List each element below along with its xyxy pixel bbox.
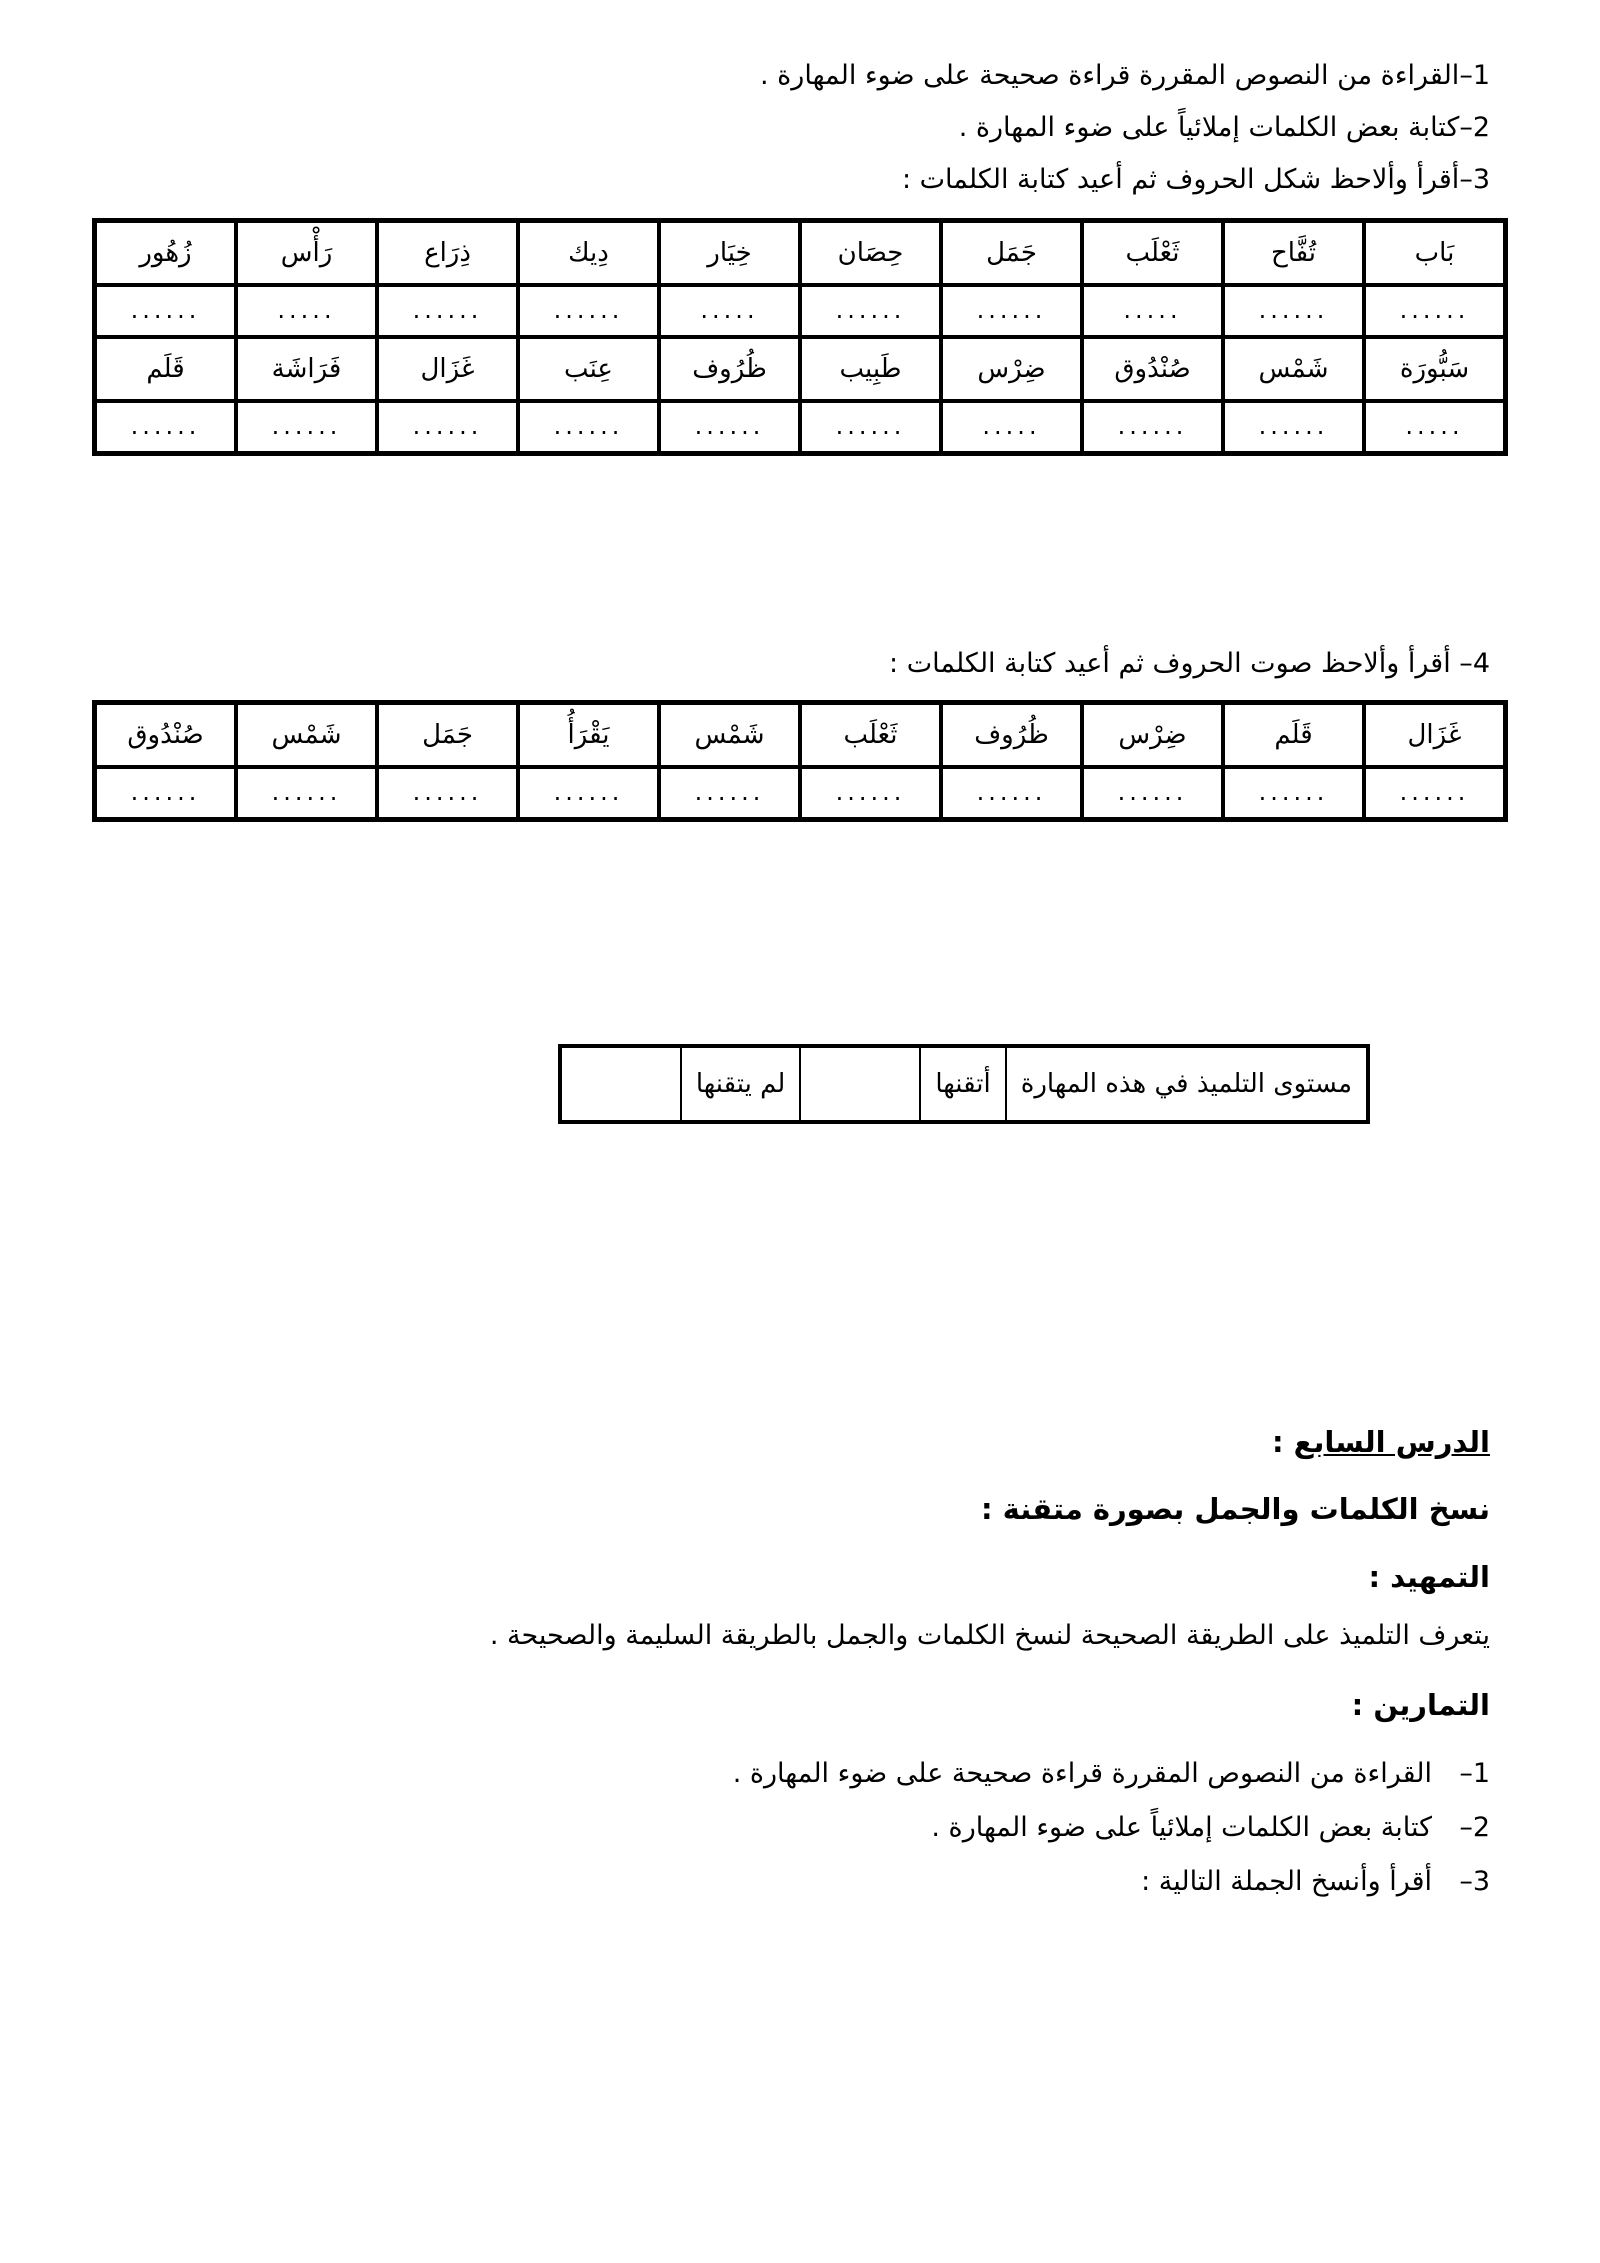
instruction-line-3 bbox=[110, 164, 1490, 195]
lesson-title-line bbox=[110, 1425, 1490, 1459]
intro-body: يتعرف التلميذ على الطريقة الصحيحة لنسخ الكلمات والجمل بالطريقة السليمة والصحيحة . bbox=[489, 1620, 1490, 1651]
lesson-exercise-2-number bbox=[1432, 1812, 1490, 1843]
word-cell: يَقْرَأُ bbox=[518, 703, 659, 767]
answer-cell[interactable] bbox=[1364, 401, 1505, 453]
answer-cell[interactable] bbox=[95, 285, 236, 337]
evaluation-table-wrap bbox=[558, 1044, 1370, 1124]
word-cell: صُنْدُوق bbox=[95, 703, 236, 767]
answer-cell[interactable] bbox=[1223, 767, 1364, 819]
answer-cell[interactable] bbox=[659, 767, 800, 819]
answer-cell[interactable] bbox=[1364, 767, 1505, 819]
word-cell: غَزَال bbox=[1364, 703, 1505, 767]
answer-dots: ...... bbox=[412, 412, 483, 440]
answer-dots: ...... bbox=[271, 778, 342, 806]
instruction-3-number: 3 bbox=[1472, 164, 1490, 195]
answer-dots: ...... bbox=[412, 296, 483, 324]
instruction-line-2 bbox=[110, 112, 1490, 143]
lesson-exercise-3-number bbox=[1432, 1866, 1490, 1897]
ex3-dash: – bbox=[1459, 1866, 1473, 1897]
word-cell: دِيك bbox=[518, 221, 659, 285]
word-cell: شَمْس bbox=[1223, 337, 1364, 401]
answer-cell[interactable] bbox=[377, 401, 518, 453]
answer-cell[interactable] bbox=[800, 285, 941, 337]
exercise-3-table bbox=[92, 218, 1508, 456]
word-cell: سَبُّورَة bbox=[1364, 337, 1505, 401]
answer-cell[interactable] bbox=[659, 285, 800, 337]
answer-cell[interactable] bbox=[1082, 285, 1223, 337]
answer-dots: ...... bbox=[976, 778, 1047, 806]
word-cell: بَاب bbox=[1364, 221, 1505, 285]
instruction-2-number: 2 bbox=[1472, 112, 1490, 143]
answer-dots: ...... bbox=[694, 778, 765, 806]
answer-dots: ...... bbox=[1399, 296, 1470, 324]
evaluation-option-not-mastered: لم يتقنها bbox=[681, 1046, 800, 1122]
answer-cell[interactable] bbox=[941, 285, 1082, 337]
word-cell: صُنْدُوق bbox=[1082, 337, 1223, 401]
answer-dots: ...... bbox=[1399, 778, 1470, 806]
word-cell: ظُرُوف bbox=[941, 703, 1082, 767]
word-cell: جَمَل bbox=[941, 221, 1082, 285]
ex3-num: 3 bbox=[1472, 1866, 1490, 1897]
answer-dots: ...... bbox=[1258, 778, 1329, 806]
word-cell: حِصَان bbox=[800, 221, 941, 285]
answer-dots: ...... bbox=[1117, 778, 1188, 806]
word-cell: غَزَال bbox=[377, 337, 518, 401]
exercise-4-table-wrap bbox=[92, 700, 1508, 822]
answer-dots: ..... bbox=[277, 296, 336, 324]
ex1-dash: – bbox=[1459, 1758, 1473, 1789]
word-cell: عِنَب bbox=[518, 337, 659, 401]
instruction-2-dash: – bbox=[1459, 112, 1473, 143]
word-cell: شَمْس bbox=[236, 703, 377, 767]
word-cell: تُفَّاح bbox=[1223, 221, 1364, 285]
table-row bbox=[95, 703, 1505, 767]
answer-cell[interactable] bbox=[377, 285, 518, 337]
word-cell: ضِرْس bbox=[1082, 703, 1223, 767]
exercises-heading: التمارين : bbox=[1351, 1688, 1490, 1722]
evaluation-table bbox=[558, 1044, 1370, 1124]
answer-dots: ...... bbox=[553, 778, 624, 806]
lesson-exercise-2-text: كتابة بعض الكلمات إملائياً على ضوء المهارة . bbox=[931, 1812, 1432, 1843]
answer-cell[interactable] bbox=[800, 401, 941, 453]
answer-dots: ..... bbox=[700, 296, 759, 324]
word-cell: قَلَم bbox=[1223, 703, 1364, 767]
answer-dots: ...... bbox=[553, 412, 624, 440]
answer-dots: ...... bbox=[1258, 296, 1329, 324]
answer-dots: ...... bbox=[835, 296, 906, 324]
lesson-title: الدرس السابع bbox=[1293, 1425, 1490, 1459]
word-cell: طَبِيب bbox=[800, 337, 941, 401]
answer-cell[interactable] bbox=[377, 767, 518, 819]
lesson-exercise-1 bbox=[110, 1758, 1490, 1789]
word-cell: ذِرَاع bbox=[377, 221, 518, 285]
exercise-4-table bbox=[92, 700, 1508, 822]
answer-cell[interactable] bbox=[1082, 767, 1223, 819]
answer-dots: ...... bbox=[1258, 412, 1329, 440]
answer-cell[interactable] bbox=[659, 401, 800, 453]
word-cell: قَلَم bbox=[95, 337, 236, 401]
answer-cell[interactable] bbox=[236, 401, 377, 453]
answer-cell[interactable] bbox=[236, 285, 377, 337]
table-row bbox=[95, 285, 1505, 337]
intro-heading: التمهيد : bbox=[1368, 1560, 1490, 1594]
word-cell: جَمَل bbox=[377, 703, 518, 767]
answer-cell[interactable] bbox=[95, 767, 236, 819]
instruction-1-number: 1 bbox=[1472, 60, 1490, 91]
lesson-exercise-3-text: أقرأ وأنسخ الجملة التالية : bbox=[1141, 1866, 1432, 1897]
table-row bbox=[95, 767, 1505, 819]
instruction-4-text: أقرأ وألاحظ صوت الحروف ثم أعيد كتابة الكلمات : bbox=[889, 648, 1451, 679]
answer-cell[interactable] bbox=[518, 767, 659, 819]
instruction-4-dash: – bbox=[1450, 648, 1473, 679]
word-cell: ظُرُوف bbox=[659, 337, 800, 401]
answer-cell[interactable] bbox=[941, 767, 1082, 819]
word-cell: ثَعْلَب bbox=[800, 703, 941, 767]
evaluation-header-cell: مستوى التلميذ في هذه المهارة bbox=[1006, 1046, 1368, 1122]
answer-dots: ..... bbox=[1405, 412, 1464, 440]
answer-cell[interactable] bbox=[1364, 285, 1505, 337]
answer-cell[interactable] bbox=[518, 401, 659, 453]
table-row bbox=[95, 401, 1505, 453]
lesson-exercise-3 bbox=[110, 1866, 1490, 1897]
answer-dots: ...... bbox=[835, 412, 906, 440]
instruction-1-text: القراءة من النصوص المقررة قراءة صحيحة على ضوء المهارة . bbox=[760, 60, 1460, 91]
answer-dots: ..... bbox=[1123, 296, 1182, 324]
answer-cell[interactable] bbox=[1082, 401, 1223, 453]
word-cell: ضِرْس bbox=[941, 337, 1082, 401]
instruction-line-1 bbox=[110, 60, 1490, 91]
instruction-line-4 bbox=[110, 648, 1490, 679]
answer-cell[interactable] bbox=[1223, 285, 1364, 337]
word-cell: فَرَاشَة bbox=[236, 337, 377, 401]
answer-dots: ...... bbox=[1117, 412, 1188, 440]
lesson-exercise-1-text: القراءة من النصوص المقررة قراءة صحيحة على ضوء المهارة . bbox=[732, 1758, 1432, 1789]
lesson-title-colon: : bbox=[1271, 1425, 1294, 1459]
answer-dots: ...... bbox=[835, 778, 906, 806]
table-row bbox=[560, 1046, 1368, 1122]
table-row bbox=[95, 221, 1505, 285]
answer-cell[interactable] bbox=[95, 401, 236, 453]
exercise-3-table-wrap bbox=[92, 218, 1508, 456]
ex2-dash: – bbox=[1459, 1812, 1473, 1843]
instruction-3-dash: – bbox=[1459, 164, 1473, 195]
answer-dots: ...... bbox=[130, 778, 201, 806]
lesson-subtitle: نسخ الكلمات والجمل بصورة متقنة : bbox=[980, 1492, 1490, 1526]
ex1-num: 1 bbox=[1472, 1758, 1490, 1789]
answer-dots: ...... bbox=[694, 412, 765, 440]
answer-cell[interactable] bbox=[800, 767, 941, 819]
instruction-3-text: أقرأ وألاحظ شكل الحروف ثم أعيد كتابة الكلمات : bbox=[901, 164, 1460, 195]
table-row bbox=[95, 337, 1505, 401]
word-cell: شَمْس bbox=[659, 703, 800, 767]
word-cell: زُهُور bbox=[95, 221, 236, 285]
instruction-2-text: كتابة بعض الكلمات إملائياً على ضوء المهارة . bbox=[958, 112, 1460, 143]
answer-dots: ...... bbox=[412, 778, 483, 806]
answer-cell[interactable] bbox=[518, 285, 659, 337]
answer-dots: ...... bbox=[553, 296, 624, 324]
ex2-num: 2 bbox=[1472, 1812, 1490, 1843]
lesson-exercise-2 bbox=[110, 1812, 1490, 1843]
answer-dots: ..... bbox=[982, 412, 1041, 440]
word-cell: رَأْس bbox=[236, 221, 377, 285]
evaluation-option-mastered: أتقنها bbox=[920, 1046, 1005, 1122]
instruction-4-number: 4 bbox=[1472, 648, 1490, 679]
answer-cell[interactable] bbox=[1223, 401, 1364, 453]
answer-dots: ...... bbox=[130, 296, 201, 324]
word-cell: خِيَار bbox=[659, 221, 800, 285]
word-cell: ثَعْلَب bbox=[1082, 221, 1223, 285]
answer-cell[interactable] bbox=[941, 401, 1082, 453]
answer-dots: ...... bbox=[271, 412, 342, 440]
lesson-exercise-1-number bbox=[1432, 1758, 1490, 1789]
evaluation-checkbox-not-mastered[interactable] bbox=[560, 1046, 681, 1122]
answer-dots: ...... bbox=[130, 412, 201, 440]
instruction-1-dash: – bbox=[1459, 60, 1473, 91]
evaluation-checkbox-mastered[interactable] bbox=[800, 1046, 920, 1122]
answer-dots: ...... bbox=[976, 296, 1047, 324]
answer-cell[interactable] bbox=[236, 767, 377, 819]
